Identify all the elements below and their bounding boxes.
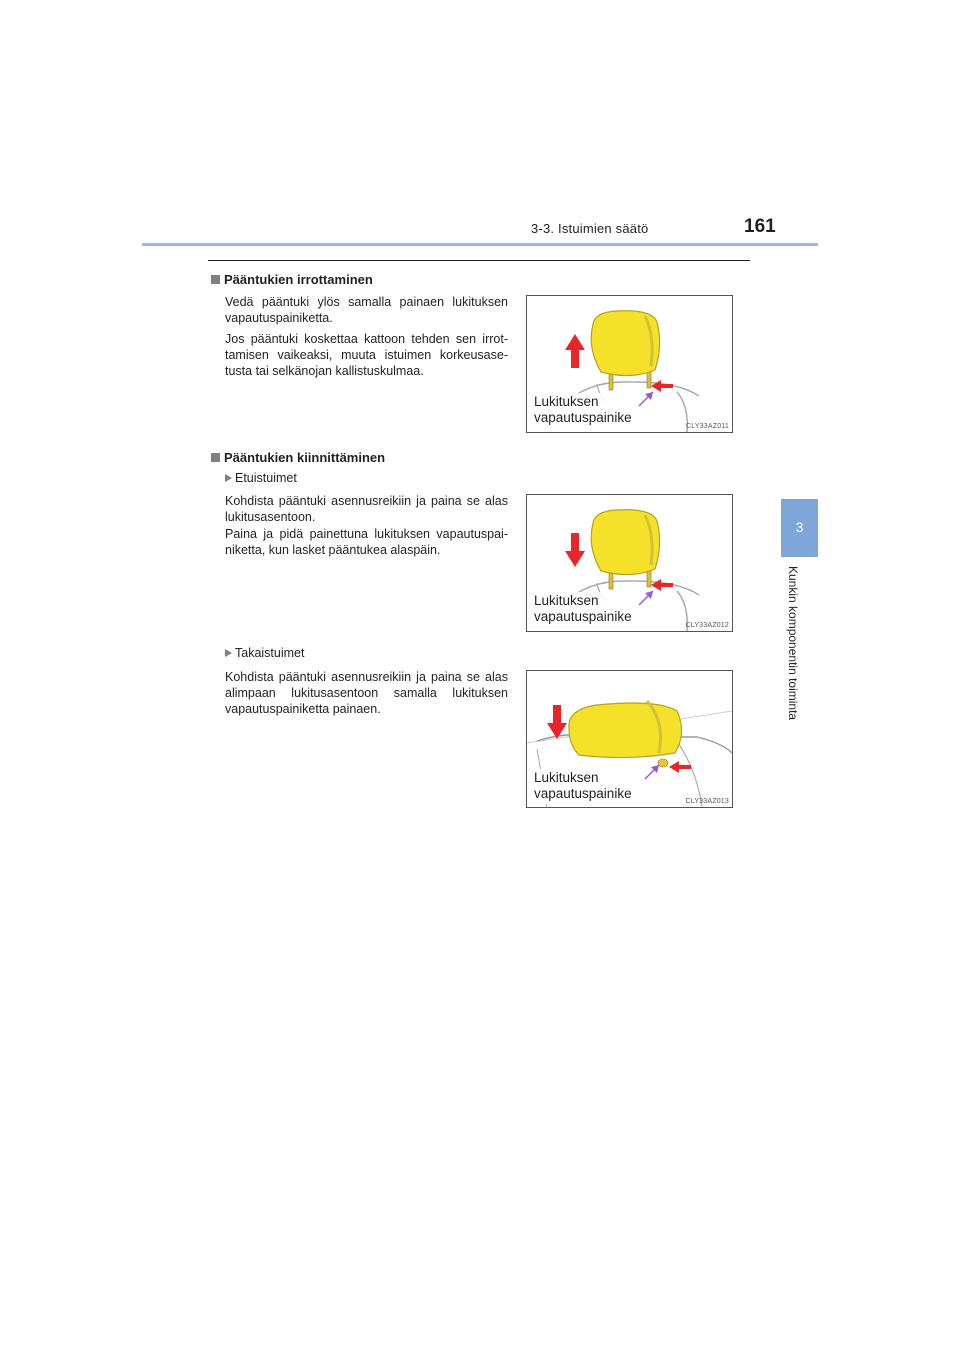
figure-code: CLY33AZ012: [685, 622, 729, 629]
front-seats-text-2: Paina ja pidä painettuna lukituksen vapautuspai-niketta, kun lasket pääntukea alaspäin.: [225, 527, 508, 557]
figure-headrest-removal: [526, 295, 733, 433]
down-arrow-icon: [547, 705, 567, 739]
press-arrow-icon: [651, 380, 673, 392]
figure-code: CLY33AZ011: [686, 423, 729, 430]
heading-installation-text: Pääntukien kiinnittäminen: [224, 450, 386, 465]
heading-removal-text: Pääntukien irrottaminen: [224, 272, 373, 287]
header-divider: [142, 243, 818, 246]
press-arrow-icon: [651, 579, 673, 591]
page-number: 161: [744, 216, 776, 237]
figure-headrest-front-install: [526, 494, 733, 632]
content-divider: [208, 260, 750, 261]
triangle-bullet-icon: [225, 474, 232, 482]
press-arrow-icon: [669, 761, 691, 773]
section-title: 3-3. Istuimien säätö: [531, 221, 649, 236]
subheading-rear-seats: Takaistuimet: [225, 646, 304, 660]
chapter-number: 3: [795, 519, 804, 535]
front-seats-text-1: Kohdista pääntuki asennusreikiin ja paina se alas lukitusasentoon.: [225, 494, 508, 524]
release-button-label: Lukituksen vapautuspainike: [532, 769, 635, 804]
figure-code: CLY33AZ013: [685, 798, 729, 805]
figure-headrest-rear-install: [526, 670, 733, 808]
removal-paragraph-2: Jos pääntuki koskettaa kattoon tehden sen irrot-tamisen vaikeaksi, muuta istuimen korkeusase-tusta tai selkänojan kallistuskulmaa.: [225, 332, 508, 378]
rear-seats-text: Kohdista pääntuki asennusreikiin ja paina se alas alimpaan lukitusasentoon samalla lukituksen vapautuspainiketta painaen.: [225, 670, 508, 716]
subheading-front-seats: Etuistuimet: [225, 471, 297, 485]
square-bullet-icon: [211, 453, 220, 462]
heading-installation: [211, 450, 385, 465]
removal-paragraph-1: Vedä pääntuki ylös samalla painaen lukituksen vapautuspainiketta.: [225, 295, 508, 325]
release-button-label: Lukituksen vapautuspainike: [532, 592, 635, 627]
heading-removal: [211, 272, 373, 287]
chapter-title: Kunkin komponentin toiminta: [786, 566, 800, 721]
up-arrow-icon: [565, 334, 585, 368]
square-bullet-icon: [211, 275, 220, 284]
down-arrow-icon: [565, 533, 585, 567]
release-button-label: Lukituksen vapautuspainike: [532, 393, 635, 428]
triangle-bullet-icon: [225, 649, 232, 657]
